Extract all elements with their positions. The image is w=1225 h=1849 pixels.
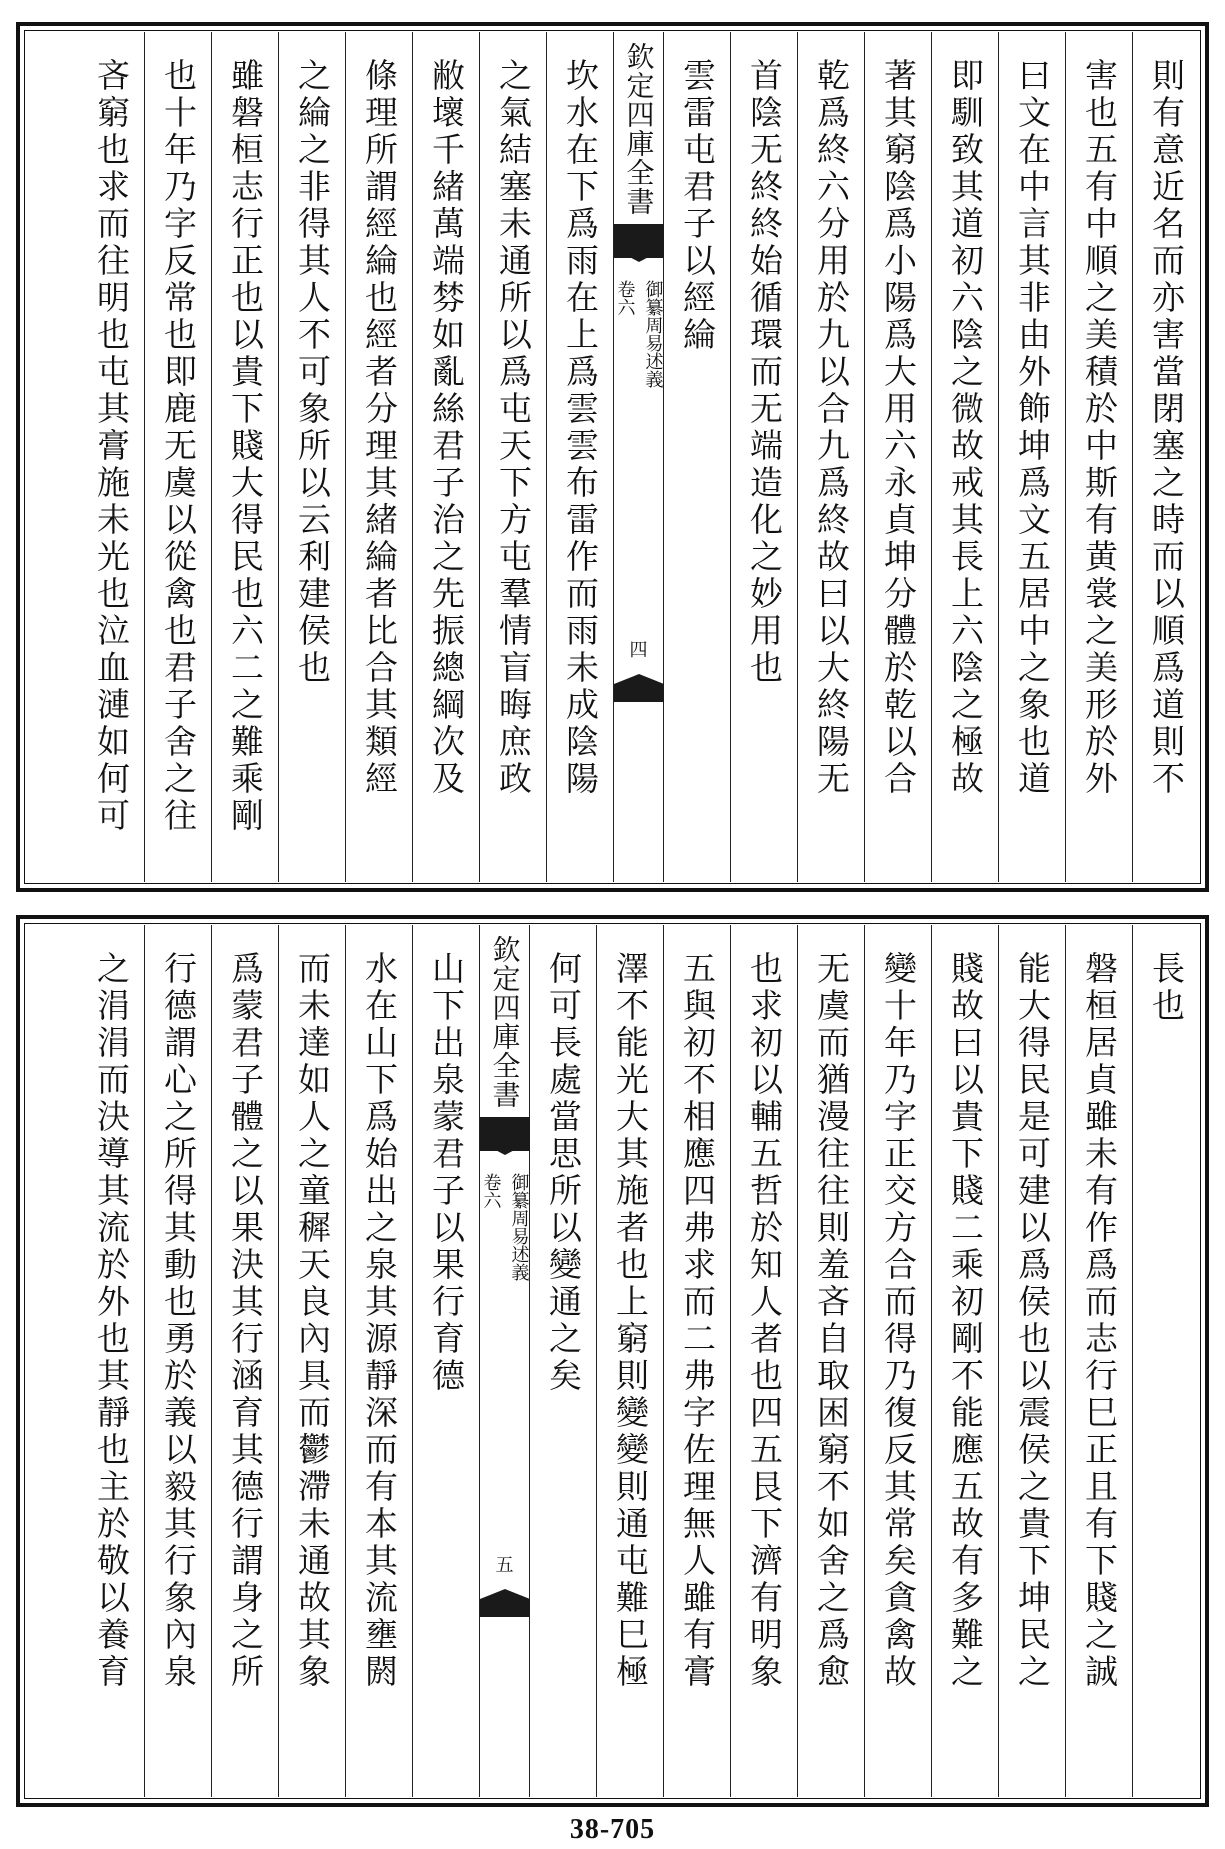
text-column: 之綸之非得其人不可象所以云利建侯也 xyxy=(278,32,345,882)
text-column: 乾爲終六分用於九以合九爲終故曰以大終陽无 xyxy=(797,32,864,882)
lower-page-columns xyxy=(26,925,1199,1797)
folio-number: 38-705 xyxy=(569,1814,656,1845)
text-column: 雖磐桓志行正也以貴下賤大得民也六二之難乘剛 xyxy=(211,32,278,882)
text-column: 曰文在中言其非由外飾坤爲文五居中之象也道 xyxy=(998,32,1065,882)
text-column: 之涓涓而決導其流於外也其靜也主於敬以養育 xyxy=(92,951,131,1691)
text-column: 長也 xyxy=(1132,925,1199,1797)
text-column: 五與初不相應四弗求而二弗字佐理無人雖有膏 xyxy=(663,925,730,1797)
text-column: 變十年乃字正交方合而得乃復反其常矣貪禽故 xyxy=(864,925,931,1797)
text-column: 爲蒙君子體之以果決其行涵育其德行謂身之所 xyxy=(211,925,278,1797)
text-column: 行德謂心之所得其動也勇於義以毅其行象內泉 xyxy=(144,925,211,1797)
upper-page xyxy=(16,22,1209,892)
text-column: 著其窮陰爲小陽爲大用六永貞坤分體於乾以合 xyxy=(864,32,931,882)
text-column: 之氣結塞未通所以爲屯天下方屯羣情盲晦庶政 xyxy=(479,32,546,882)
text-column: 害也五有中順之美積於中斯有黄裳之美形於外 xyxy=(1065,32,1132,882)
text-column: 雲雷屯君子以經綸 xyxy=(663,32,730,882)
center-banner xyxy=(613,32,663,882)
banner-subtitle xyxy=(612,280,666,388)
banner-book-title: 御纂周易述義 xyxy=(642,280,664,388)
text-column: 能大得民是可建以爲侯也以震侯之貴下坤民之 xyxy=(998,925,1065,1797)
text-column: 也求初以輔五哲於知人者也四五艮下濟有明象 xyxy=(730,925,797,1797)
text-column: 賤故曰以貴下賤二乘初剛不能應五故有多難之 xyxy=(931,925,998,1797)
text-column: 坎水在下爲雨在上爲雲雲布雷作而雨未成陰陽 xyxy=(546,32,613,882)
text-column: 无虞而猶漫往往則羞吝自取困窮不如舍之爲愈 xyxy=(797,925,864,1797)
lower-fish-tail-mark-icon xyxy=(480,1599,530,1617)
banner-volume: 卷六 xyxy=(614,280,636,316)
banner-volume: 卷六 xyxy=(480,1173,502,1209)
banner-title: 欽定四庫全書 xyxy=(622,42,656,216)
text-column: 磐桓居貞雖未有作爲而志行巳正且有下賤之誠 xyxy=(1065,925,1132,1797)
center-banner xyxy=(479,925,529,1797)
text-column: 水在山下爲始出之泉其源靜深而有本其流壅閼 xyxy=(345,925,412,1797)
banner-title: 欽定四庫全書 xyxy=(488,935,522,1109)
text-column: 敝壞千緒萬端棼如亂絲君子治之先振總綱次及 xyxy=(412,32,479,882)
text-column: 首陰无終終始循環而无端造化之妙用也 xyxy=(730,32,797,882)
lower-fish-tail-mark-icon xyxy=(614,684,664,702)
leaf-number: 四 xyxy=(629,640,648,661)
text-column: 澤不能光大其施者也上窮則變變則通屯難巳極 xyxy=(596,925,663,1797)
text-column: 吝窮也求而往明也屯其膏施未光也泣血漣如何可 xyxy=(92,58,131,835)
fish-tail-mark-icon xyxy=(614,224,664,258)
upper-page-columns xyxy=(26,32,1199,882)
banner-subtitle xyxy=(478,1173,532,1281)
fish-tail-mark-icon xyxy=(480,1117,530,1151)
text-column: 何可長處當思所以變通之矣 xyxy=(529,925,596,1797)
lower-page xyxy=(16,915,1209,1807)
text-column: 山下出泉蒙君子以果行育德 xyxy=(412,925,479,1797)
leaf-number: 五 xyxy=(495,1555,514,1576)
text-column: 而未達如人之童穉天良內具而鬱滯未通故其象 xyxy=(278,925,345,1797)
text-column: 即馴致其道初六陰之微故戒其長上六陰之極故 xyxy=(931,32,998,882)
banner-book-title: 御纂周易述義 xyxy=(508,1173,530,1281)
text-column: 也十年乃字反常也即鹿无虞以從禽也君子舍之往 xyxy=(144,32,211,882)
text-column: 條理所謂經綸也經者分理其緒綸者比合其類經 xyxy=(345,32,412,882)
text-column: 則有意近名而亦害當閉塞之時而以順爲道則不 xyxy=(1132,32,1199,882)
